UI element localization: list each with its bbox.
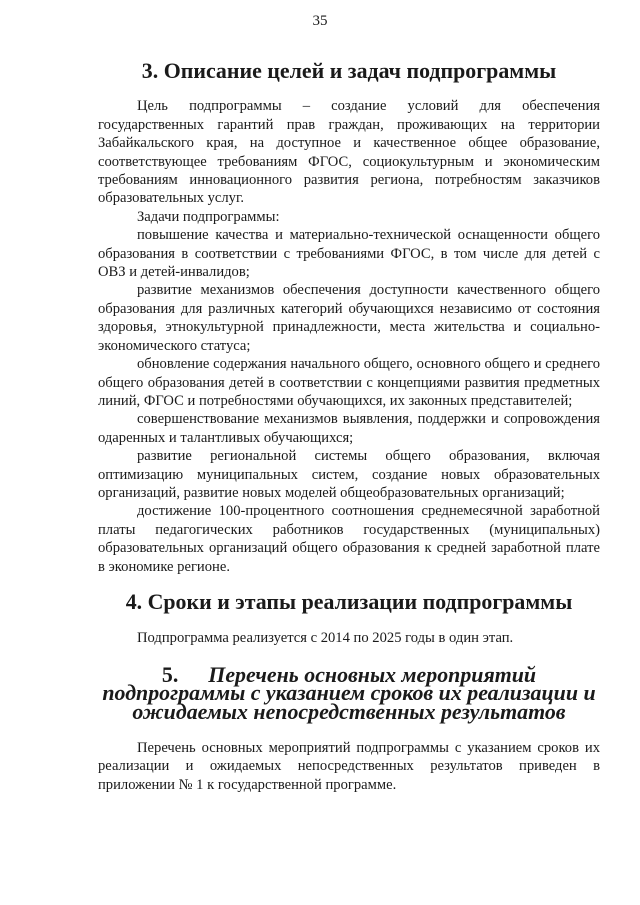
task-item: обновление содержания начального общего, основного общего и среднего общего образования детей в соответствии с концепциями развития предметных линий, ФГОС и потребностями обучающихся, их законных представителей; bbox=[98, 356, 600, 409]
page-content bbox=[98, 58, 600, 794]
section-5-number: 5. bbox=[161, 661, 179, 687]
section-5-title: Перечень основных мероприятий подпрограммы с указанием сроков их реализации и ожидаемых непосредственных результатов bbox=[102, 661, 596, 724]
tasks-label: Задачи подпрограммы: bbox=[137, 208, 280, 225]
task-item: совершенствование механизмов выявления, поддержки и сопровождения одаренных и талантливых обучающихся; bbox=[98, 411, 600, 446]
task-item: развитие механизмов обеспечения доступности качественного общего образования для различных категорий обучающихся независимо от состояния здоровья, этнокультурной принадлежности, места жительства и социально-экономического статуса; bbox=[98, 282, 600, 354]
terms-paragraph: Подпрограмма реализуется с 2014 по 2025 годы в один этап. bbox=[137, 630, 514, 647]
task-item: повышение качества и материально-технической оснащенности общего образования в соответствии с требованиями ФГОС, в том числе для детей с ОВЗ и детей-инвалидов; bbox=[98, 227, 600, 281]
section-5-heading bbox=[98, 661, 600, 724]
measures-paragraph: Перечень основных мероприятий подпрограммы с указанием сроков их реализации и ожидаемых непосредственных результатов приведен в приложении № 1 к государственной программе. bbox=[98, 740, 600, 793]
section-4-heading: 4. Сроки и этапы реализации подпрограммы bbox=[125, 588, 573, 614]
page-number: 35 bbox=[312, 13, 328, 29]
task-item: развитие региональной системы общего образования, включая оптимизацию муниципальных систем, создание новых образовательных организаций, развитие новых моделей общеобразовательных организаций; bbox=[98, 448, 600, 501]
section-3-heading: 3. Описание целей и задач подпрограммы bbox=[141, 58, 557, 83]
task-item: достижение 100-процентного соотношения среднемесячной заработной платы педагогических работников государственных (муниципальных) образовательных организаций общего образования к средней заработной плате в экономике регионе. bbox=[98, 503, 600, 575]
goal-paragraph: Цель подпрограммы – создание условий для обеспечения государственных гарантий прав граждан, проживающих на территории Забайкальского края, на доступное и качественное общее образование, соответствующее требованиям ФГОС, социокультурным и экономическим требованиям инновационного развития региона, потребностям заказчиков образовательных услуг. bbox=[98, 98, 600, 207]
